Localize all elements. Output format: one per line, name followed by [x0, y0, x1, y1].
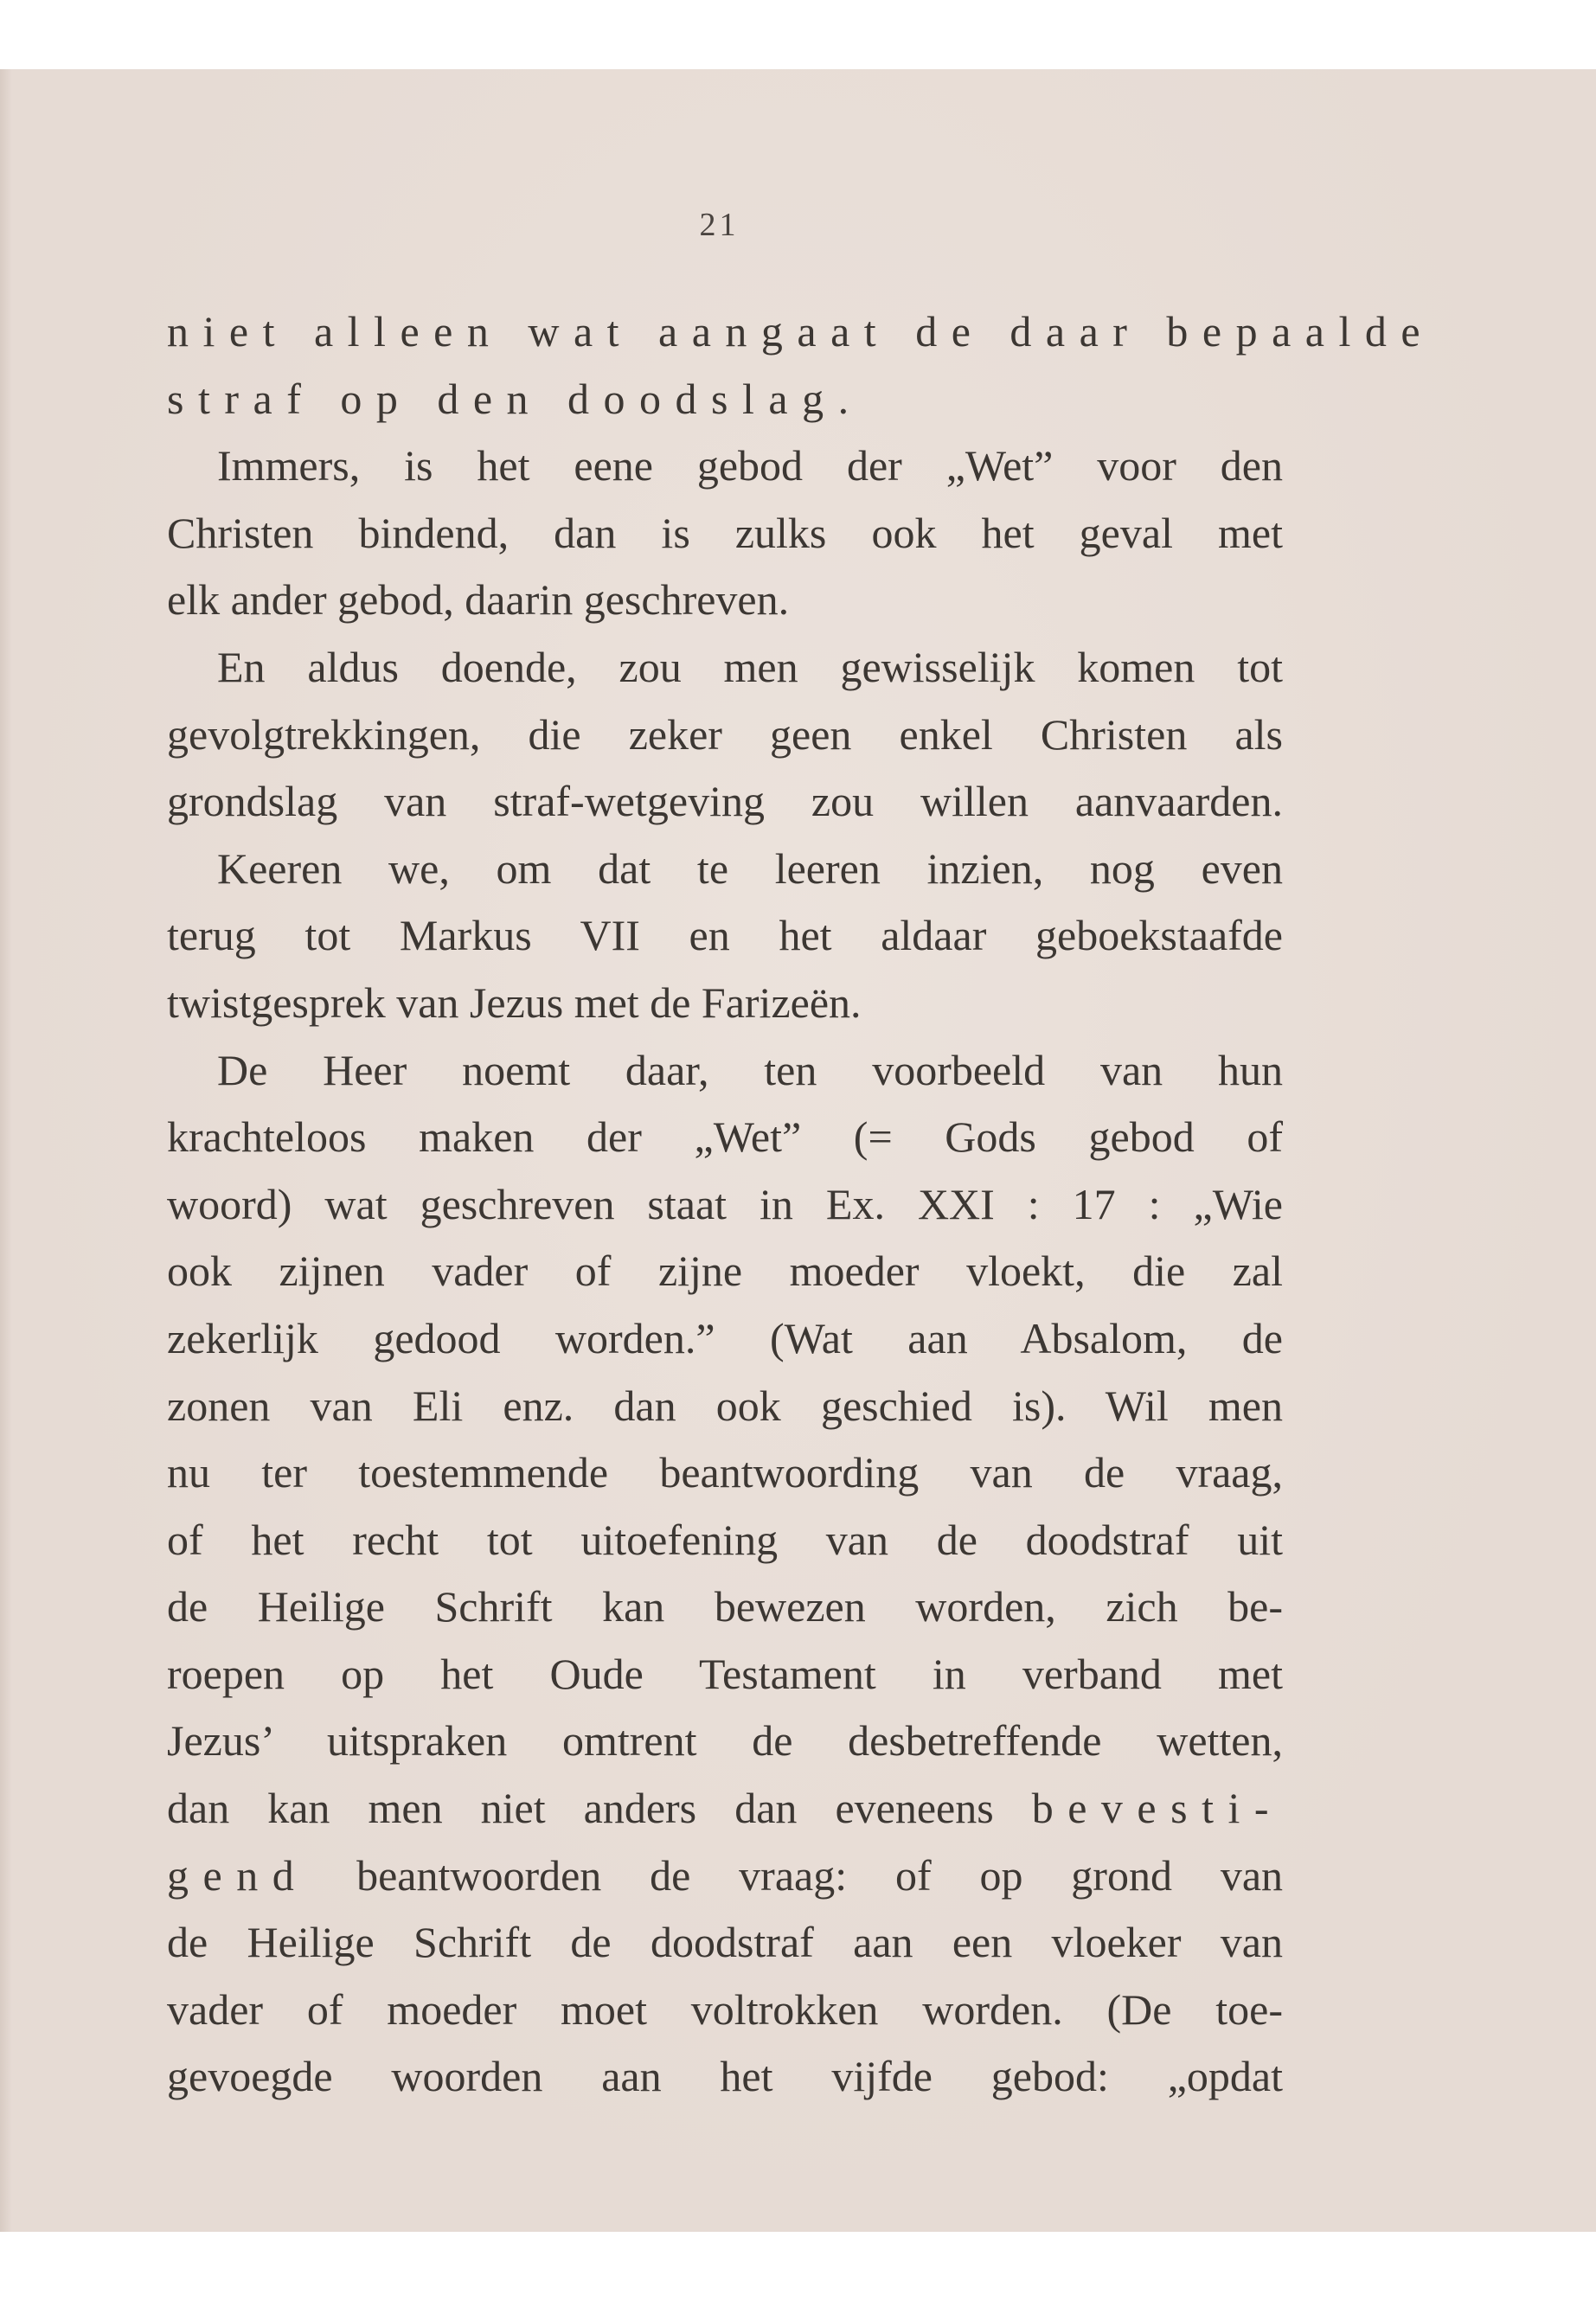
text-line-mixed	[167, 1775, 1283, 1843]
page-number: 21	[699, 207, 740, 243]
text-line: zonen van Eli enz. dan ook geschied is). Wil men	[167, 1381, 1283, 1430]
text-line: of het recht tot uitoefening van de doodstraf uit	[167, 1515, 1283, 1564]
text-line: Keeren we, om dat te leeren inzien, nog even	[217, 843, 1283, 893]
text-line: grondslag van straf-wetgeving zou willen aanvaarden.	[167, 777, 1283, 826]
text-line: Jezus’ uitspraken omtrent de desbetreffende wetten,	[167, 1716, 1283, 1766]
text-line: ook zijnen vader of zijne moeder vloekt, die zal	[167, 1247, 1283, 1296]
page-edge-shadow	[0, 69, 12, 2232]
text-segment-spaced: gend	[167, 1850, 309, 1900]
body-text	[167, 298, 1435, 2111]
text-line: Immers, is het eene gebod der „Wet” voor den	[217, 441, 1283, 490]
text-line: de Heilige Schrift kan bewezen worden, zich be-	[167, 1582, 1283, 1631]
text-segment-spaced: bevesti-	[1031, 1784, 1284, 1833]
text-line: De Heer noemt daar, ten voorbeeld van hun	[217, 1045, 1283, 1094]
text-line: elk ander gebod, daarin geschreven.	[167, 575, 790, 625]
text-segment: dan kan men niet anders dan eveneens	[167, 1784, 994, 1833]
text-line: niet alleen wat aangaat de daar bepaalde	[167, 307, 1435, 356]
text-segment: beantwoorden de vraag: of op grond van	[356, 1850, 1284, 1900]
text-line: straf op den doodslag.	[167, 374, 863, 423]
text-line: roepen op het Oude Testament in verband met	[167, 1649, 1283, 1698]
text-line: terug tot Markus VII en het aldaar geboekstaafde	[167, 911, 1283, 960]
text-line: Christen bindend, dan is zulks ook het geval met	[167, 508, 1283, 557]
text-line: zekerlijk gedood worden.” (Wat aan Absalom, de	[167, 1313, 1283, 1362]
text-line: En aldus doende, zou men gewisselijk komen tot	[217, 642, 1283, 691]
text-line: gevoegde woorden aan het vijfde gebod: „opdat	[167, 2052, 1283, 2101]
text-line: woord) wat geschreven staat in Ex. XXI : 17 : „Wie	[167, 1179, 1283, 1228]
text-line: vader of moeder moet voltrokken worden. (De toe-	[167, 1984, 1283, 2034]
text-line: de Heilige Schrift de doodstraf aan een vloeker van	[167, 1918, 1283, 1967]
text-line-mixed	[167, 1843, 1283, 1910]
text-line: twistgesprek van Jezus met de Farizeën.	[167, 977, 862, 1027]
text-line: nu ter toestemmende beantwoording van de vraag,	[167, 1448, 1283, 1497]
book-page	[0, 69, 1596, 2232]
text-line: gevolgtrekkingen, die zeker geen enkel Christen als	[167, 709, 1283, 759]
text-line: krachteloos maken der „Wet” (= Gods gebod of	[167, 1112, 1283, 1162]
